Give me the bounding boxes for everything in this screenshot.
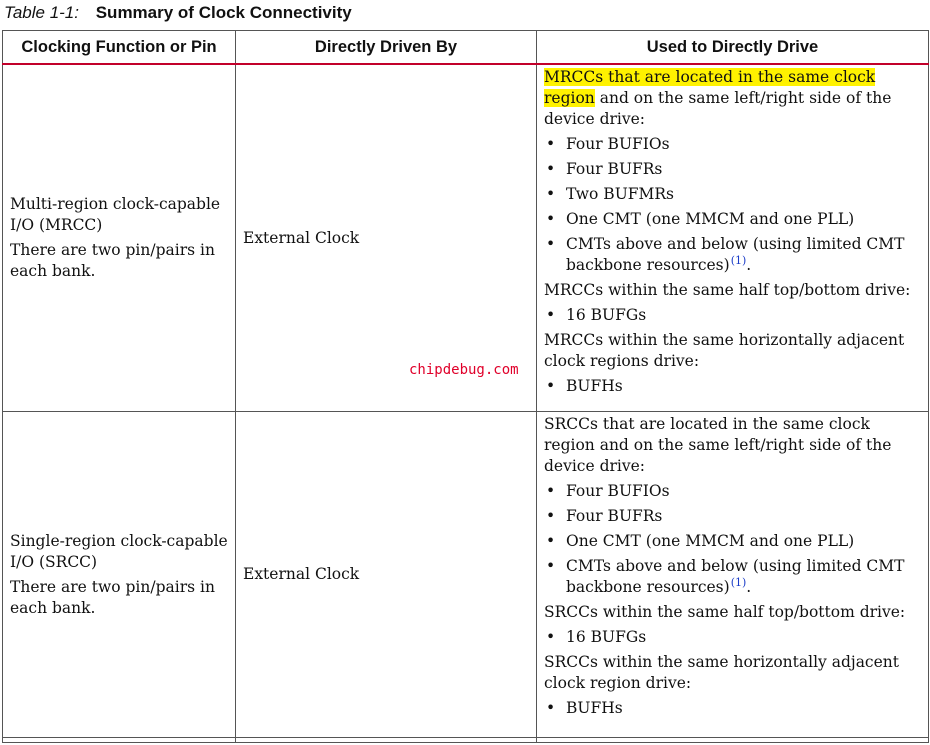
footnote-ref-link[interactable]: (1) (730, 576, 747, 589)
drive-intro-rest: and on the same left/right side of the device drive: (544, 89, 892, 128)
list-item (544, 556, 922, 598)
drive-list-2 (544, 627, 922, 648)
drive-list-3 (544, 376, 922, 397)
function-name: Single-region clock-capable I/O (SRCC) (10, 531, 228, 571)
list-item: • Four BUFIOs (544, 481, 922, 502)
table-caption (4, 2, 352, 24)
highlighted-text: MRCCs that are located in the same clock region (544, 68, 876, 107)
drive-list-3 (544, 698, 922, 719)
table-row-cut (3, 738, 929, 743)
list-item: • Four BUFRs (544, 506, 922, 527)
footnote-ref-link[interactable]: (1) (730, 254, 747, 267)
cell-drive-mrcc (537, 64, 929, 412)
cell-driven-by-mrcc (236, 64, 537, 412)
clock-connectivity-table (2, 30, 929, 743)
list-item: • 16 BUFGs (544, 305, 922, 326)
drive-mid-1: SRCCs within the same half top/bottom drive: (544, 603, 906, 621)
list-item-text: CMTs above and below (using limited CMT backbone resources) (566, 235, 905, 274)
table-row-mrcc (3, 64, 929, 412)
drive-mid-2: MRCCs within the same horizontally adjacent clock regions drive: (544, 331, 905, 370)
list-item: • BUFHs (544, 376, 922, 397)
table-header-row (3, 31, 929, 65)
cell-function-mrcc (3, 64, 236, 412)
drive-mid-1: MRCCs within the same half top/bottom drive: (544, 281, 911, 299)
watermark-text: chipdebug.com (409, 362, 519, 378)
cell-empty (3, 738, 236, 743)
function-name: Multi-region clock-capable I/O (MRCC) (10, 195, 221, 234)
cell-empty (236, 738, 537, 743)
list-item-suffix: . (746, 256, 752, 274)
drive-intro (544, 67, 922, 130)
drive-list-1 (544, 134, 922, 276)
drive-list-2 (544, 305, 922, 326)
table-number: Table 1-1: (4, 3, 79, 22)
table-title: Summary of Clock Connectivity (95, 3, 352, 22)
header-clocking-function: Clocking Function or Pin (3, 31, 236, 65)
function-note: There are two pin/pairs in each bank. (10, 577, 215, 617)
list-item: • 16 BUFGs (544, 627, 922, 648)
list-item-suffix: . (746, 578, 752, 596)
cell-drive-srcc (537, 412, 929, 738)
drive-mid-2: SRCCs within the same horizontally adjacent clock region drive: (544, 653, 900, 692)
cell-driven-by-srcc (236, 412, 537, 738)
cell-function-srcc (3, 412, 236, 738)
list-item: • One CMT (one MMCM and one PLL) (544, 209, 922, 230)
header-used-to-directly-drive: Used to Directly Drive (537, 31, 929, 65)
drive-list-1 (544, 481, 922, 598)
list-item: • Two BUFMRs (544, 184, 922, 205)
driven-by-text: External Clock (243, 228, 360, 247)
list-item: • BUFHs (544, 698, 922, 719)
cell-empty (537, 738, 929, 743)
function-note: There are two pin/pairs in each bank. (10, 241, 215, 280)
drive-intro: SRCCs that are located in the same clock region and on the same left/right side of the device drive: (544, 415, 892, 475)
list-item (544, 234, 922, 276)
table-row-srcc (3, 412, 929, 738)
list-item-text: CMTs above and below (using limited CMT backbone resources) (566, 557, 905, 596)
list-item: • Four BUFRs (544, 159, 922, 180)
driven-by-text: External Clock (243, 565, 360, 583)
list-item: • One CMT (one MMCM and one PLL) (544, 531, 922, 552)
header-directly-driven-by: Directly Driven By (236, 31, 537, 65)
list-item: • Four BUFIOs (544, 134, 922, 155)
